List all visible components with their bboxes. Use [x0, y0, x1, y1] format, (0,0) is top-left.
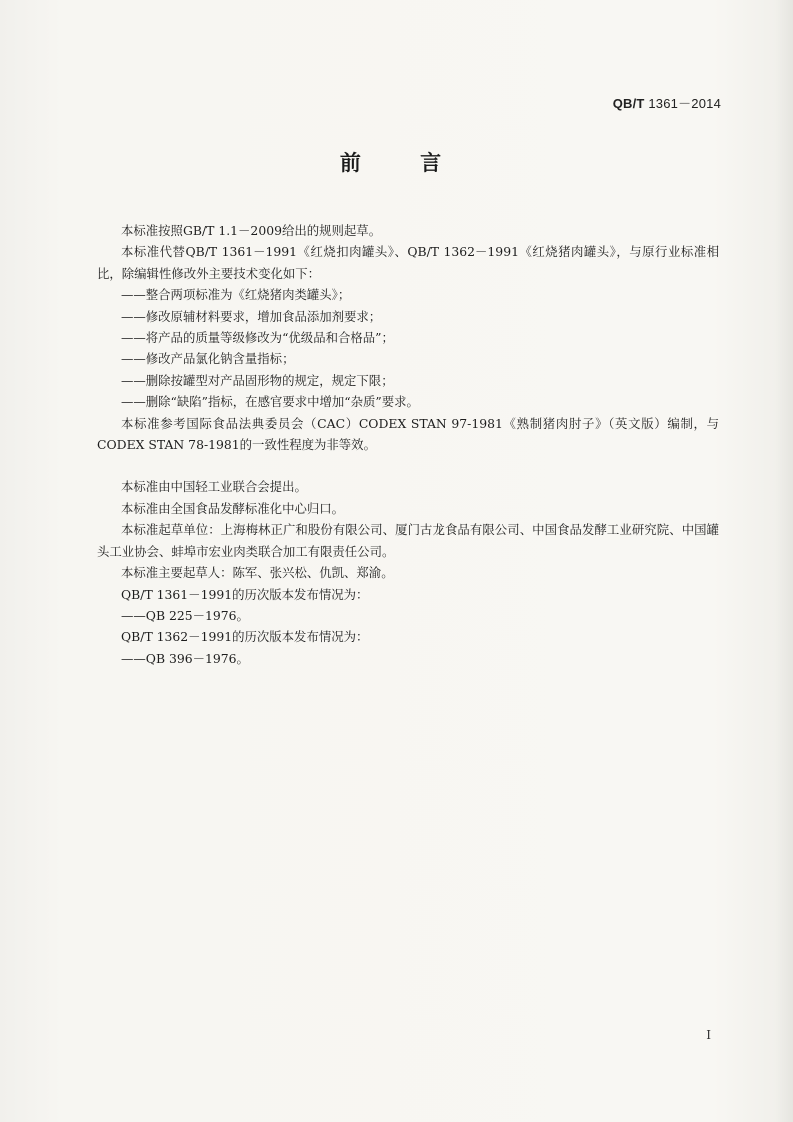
change-item: ——修改原辅材料要求，增加食品添加剂要求； — [121, 308, 382, 324]
change-item: ——修改产品氯化钠含量指标； — [121, 351, 295, 367]
foreword-body — [97, 220, 719, 669]
change-item: ——将产品的质量等级修改为“优级品和合格品”； — [121, 330, 394, 346]
change-item: ——删除“缺陷”指标，在感官要求中增加“杂质”要求。 — [121, 394, 419, 410]
standard-code — [613, 93, 721, 112]
paragraph-history-1362: QB/T 1362－1991的历次版本发布情况为： — [121, 629, 369, 645]
paragraph-history-1361: QB/T 1361－1991的历次版本发布情况为： — [121, 586, 369, 602]
history-item: ——QB 225－1976。 — [121, 607, 249, 623]
paragraph-gap — [97, 455, 719, 476]
paragraph-proposer: 本标准由中国轻工业联合会提出。 — [121, 479, 307, 495]
paragraph-drafters: 本标准主要起草人：陈军、张兴松、仇凯、郑渝。 — [121, 565, 394, 581]
standard-code-prefix: QB/T — [612, 96, 645, 111]
paragraph-centralized: 本标准由全国食品发酵标准化中心归口。 — [121, 500, 345, 516]
change-item: ——整合两项标准为《红烧猪肉类罐头》； — [121, 287, 351, 303]
standard-code-number: 1361－2014 — [644, 96, 721, 111]
change-item: ——删除按罐型对产品固形物的规定，规定下限； — [121, 372, 394, 388]
page-number: I — [706, 1028, 711, 1042]
paragraph-replacement: 本标准代替QB/T 1361－1991《红烧扣肉罐头》、QB/T 1362－1991《红烧猪肉罐头》，与原行业标准相比，除编辑性修改外主要技术变化如下： — [97, 244, 719, 281]
paragraph-drafting-rules: 本标准按照GB/T 1.1－2009给出的规则起草。 — [121, 223, 382, 238]
paragraph-drafting-units: 本标准起草单位：上海梅林正广和股份有限公司、厦门古龙食品有限公司、中国食品发酵工业研究院、中国罐头工业协会、蚌埠市宏业肉类联合加工有限责任公司。 — [97, 522, 719, 559]
history-item: ——QB 396－1976。 — [121, 650, 249, 666]
page-title: 前 言 — [339, 151, 468, 175]
paragraph-reference: 本标准参考国际食品法典委员会（CAC）CODEX STAN 97-1981《熟制猪肉肘子》（英文版）编制，与CODEX STAN 78-1981的一致性程度为非等效。 — [97, 415, 719, 453]
